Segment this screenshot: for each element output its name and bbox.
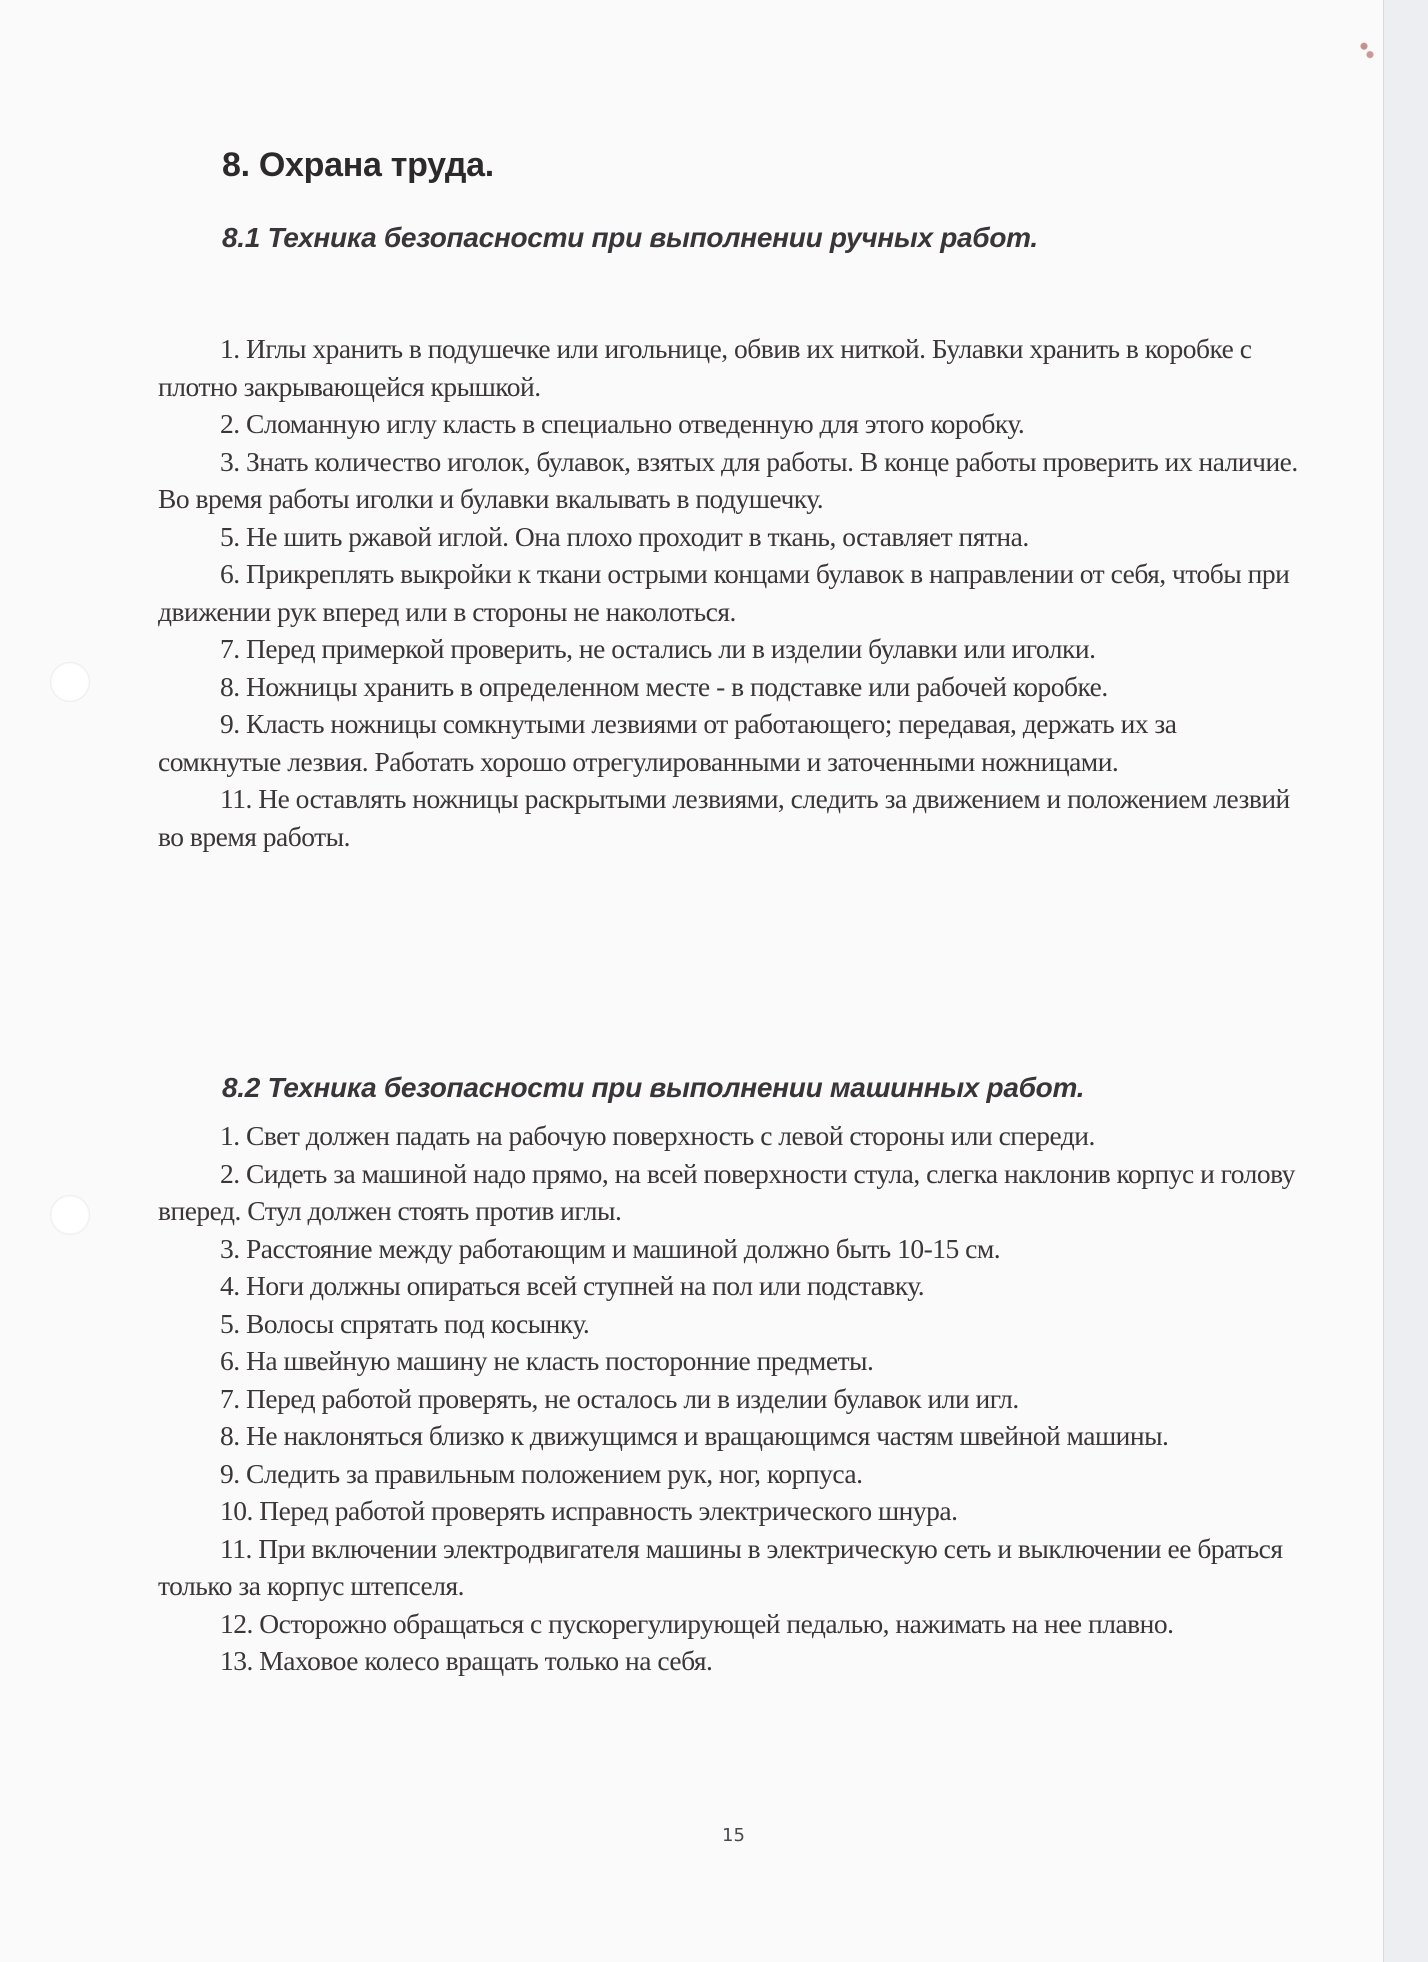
list-item: 6. На швейную машину не класть посторонние предметы. (220, 1345, 874, 1376)
manual-work-rules-list (158, 330, 1298, 855)
list-item: 13. Маховое колесо вращать только на себя. (220, 1645, 713, 1676)
punch-hole (50, 1195, 90, 1235)
list-item: 8. Ножницы хранить в определенном месте - в подставке или рабочей коробке. (220, 670, 1108, 702)
list-item: 12. Осторожно обращаться с пускорегулирующей педалью, нажимать на нее плавно. (220, 1607, 1174, 1639)
paper-stain (1356, 35, 1376, 63)
list-item: 7. Перед работой проверять, не осталось ли в изделии булавок или игл. (220, 1382, 1019, 1414)
list-item: 6. Прикреплять выкройки к ткани острыми концами булавок в направлении от себя, чтобы при движении рук вперед или в стороны не наколоться. (158, 558, 1290, 627)
list-item: 5. Волосы спрятать под косынку. (220, 1307, 590, 1339)
list-item: 11. При включении электродвигателя машины в электрическую сеть и выключении ее браться только за корпус штепселя. (158, 1532, 1283, 1601)
section-title-machine-work: 8.2 Техника безопасности при выполнении машинных работ. (222, 1072, 1085, 1103)
list-item: 9. Следить за правильным положением рук, ног, корпуса. (220, 1457, 863, 1489)
chapter-title: 8. Охрана труда. (222, 146, 494, 184)
list-item: 3. Знать количество иголок, булавок, взятых для работы. В конце работы проверить их наличие. Во время работы иголки и булавки вкалывать в подушечку. (158, 445, 1298, 514)
list-item: 2. Сидеть за машиной надо прямо, на всей поверхности стула, слегка наклонив корпус и голову вперед. Стул должен стоять против иглы. (158, 1157, 1295, 1226)
list-item: 10. Перед работой проверять исправность электрического шнура. (220, 1495, 958, 1526)
machine-work-rules-list (158, 1117, 1298, 1680)
punch-hole (50, 662, 90, 702)
list-item: 1. Свет должен падать на рабочую поверхность с левой стороны или спереди. (220, 1120, 1095, 1151)
list-item: 3. Расстояние между работающим и машиной должно быть 10-15 см. (220, 1232, 1001, 1264)
list-item: 9. Класть ножницы сомкнутыми лезвиями от работающего; передавая, держать их за сомкнутые лезвия. Работать хорошо отрегулированными и заточенными ножницами. (158, 708, 1177, 777)
list-item: 11. Не оставлять ножницы раскрытыми лезвиями, следить за движением и положением лезвий во время работы. (158, 783, 1290, 852)
list-item: 4. Ноги должны опираться всей ступней на пол или подставку. (220, 1270, 925, 1301)
page-number: 15 (722, 1825, 745, 1846)
list-item: 8. Не наклоняться близко к движущимся и вращающимся частям швейной машины. (220, 1420, 1169, 1451)
section-title-manual-work: 8.1 Техника безопасности при выполнении ручных работ. (222, 222, 1038, 253)
list-item: 7. Перед примеркой проверить, не остались ли в изделии булавки или иголки. (220, 633, 1096, 664)
list-item: 2. Сломанную иглу класть в специально отведенную для этого коробку. (220, 408, 1025, 439)
scanner-background-strip (1384, 0, 1428, 1962)
list-item: 5. Не шить ржавой иглой. Она плохо проходит в ткань, оставляет пятна. (220, 520, 1029, 552)
list-item: 1. Иглы хранить в подушечке или игольнице, обвив их ниткой. Булавки хранить в коробке с плотно закрывающейся крышкой. (158, 333, 1252, 402)
